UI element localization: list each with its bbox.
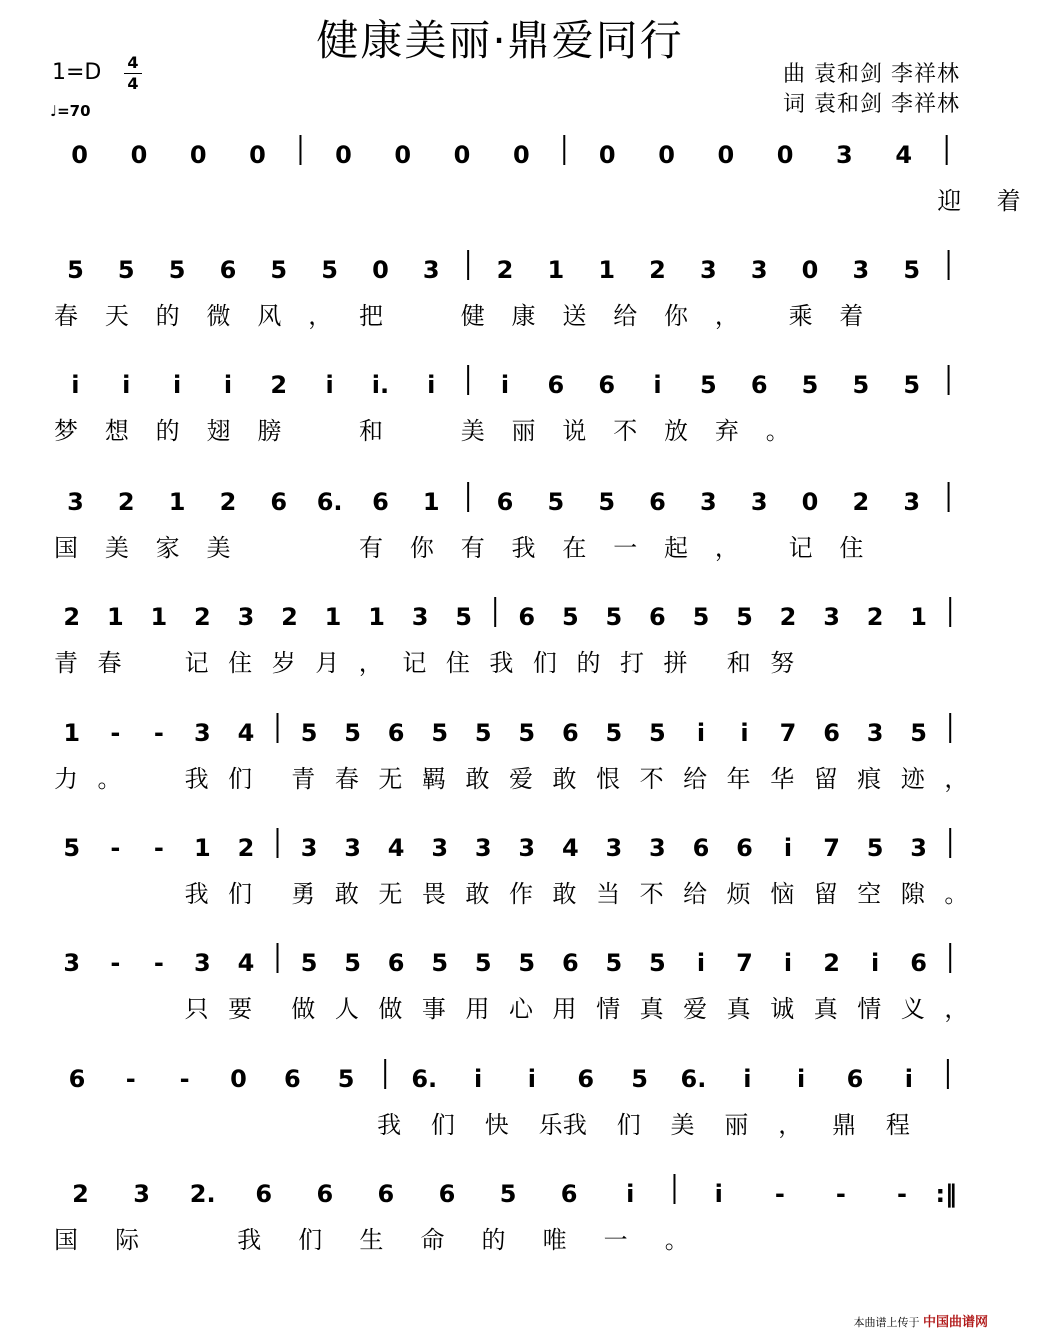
lyric-text: 梦想的翅膀 bbox=[54, 417, 309, 445]
composer-credit: 曲 袁和剑 李祥林 bbox=[783, 62, 960, 87]
note: 2 bbox=[72, 1180, 89, 1208]
note: 5 bbox=[168, 256, 186, 284]
note: 6 bbox=[219, 256, 237, 284]
note: 3 bbox=[910, 834, 927, 862]
footer bbox=[853, 1311, 988, 1330]
footer-text: 本曲谱上传于 bbox=[853, 1316, 920, 1329]
note: 6 bbox=[846, 1065, 864, 1093]
note: i bbox=[653, 371, 662, 399]
note: 6 bbox=[547, 371, 565, 399]
note: 5 bbox=[455, 603, 472, 631]
lyric-text: 迎着 bbox=[937, 187, 1056, 215]
note: 5 bbox=[547, 488, 565, 516]
note: 1 bbox=[324, 603, 342, 631]
note: 3 bbox=[63, 949, 81, 977]
note: 5 bbox=[300, 949, 318, 977]
note: 3 bbox=[194, 949, 211, 977]
note: 2 bbox=[779, 603, 797, 631]
note: i bbox=[740, 719, 749, 747]
note: 3 bbox=[518, 834, 536, 862]
lyric-text: 记住 bbox=[788, 534, 891, 562]
note: i bbox=[527, 1065, 537, 1093]
note: 6 bbox=[560, 1180, 578, 1208]
lyric-text: 记住我们的打拼 bbox=[402, 649, 708, 677]
lyric-text: 青春无羁敢爱敢恨不给年华留痕迹， bbox=[291, 765, 988, 793]
lyric-text: 只要 bbox=[184, 995, 272, 1023]
note: i bbox=[904, 1065, 913, 1093]
note: 5 bbox=[270, 256, 288, 284]
note: 6 bbox=[649, 488, 666, 516]
note: 5 bbox=[605, 603, 623, 631]
lyric-text: 我们快乐 bbox=[377, 1111, 593, 1139]
note: 0 bbox=[776, 141, 794, 169]
lyric-text: 把 bbox=[359, 302, 410, 330]
note: 7 bbox=[736, 949, 753, 977]
footer-brand: 中国曲谱网 bbox=[922, 1315, 988, 1330]
note: i bbox=[172, 371, 182, 399]
note: 0 bbox=[335, 141, 352, 169]
note: 3 bbox=[431, 834, 449, 862]
note: 1 bbox=[368, 603, 385, 631]
note: - bbox=[153, 949, 164, 977]
note: 5 bbox=[736, 603, 753, 631]
note: - bbox=[153, 834, 164, 862]
lyric-text: 鼎程 bbox=[832, 1111, 940, 1139]
note: i bbox=[500, 371, 510, 399]
note: 3 bbox=[836, 141, 853, 169]
note: 3 bbox=[237, 603, 255, 631]
note: 5 bbox=[903, 371, 921, 399]
lyric-text: 春天的微风， bbox=[54, 302, 360, 330]
lyric-text: 美丽说不放弃。 bbox=[460, 417, 817, 445]
note: 1 bbox=[547, 256, 565, 284]
note: 6 bbox=[750, 371, 768, 399]
note: 6 bbox=[736, 834, 753, 862]
lyric-text: 乘着 bbox=[788, 302, 891, 330]
note: 3 bbox=[300, 834, 318, 862]
note: 1 bbox=[150, 603, 168, 631]
note: 2 bbox=[496, 256, 514, 284]
note: 6 bbox=[387, 949, 405, 977]
note: 6 bbox=[283, 1065, 301, 1093]
key-signature: 1=D bbox=[52, 60, 102, 85]
note: 3 bbox=[750, 256, 768, 284]
note: 5 bbox=[605, 949, 623, 977]
note: - bbox=[153, 719, 164, 747]
note: 4 bbox=[561, 834, 579, 862]
note: 3 bbox=[474, 834, 492, 862]
note: 1 bbox=[910, 603, 927, 631]
note: i bbox=[797, 1065, 806, 1093]
note: 5 bbox=[117, 256, 135, 284]
note: 3 bbox=[605, 834, 623, 862]
note: 6 bbox=[438, 1180, 456, 1208]
note: 0 bbox=[130, 141, 148, 169]
note: 3 bbox=[750, 488, 768, 516]
note: i bbox=[783, 834, 793, 862]
note: i bbox=[743, 1065, 752, 1093]
note: 2 bbox=[649, 256, 666, 284]
note: 5 bbox=[518, 949, 536, 977]
note: 3 bbox=[649, 834, 666, 862]
note: 2 bbox=[866, 603, 884, 631]
note: 6. bbox=[411, 1065, 438, 1093]
note: 5 bbox=[344, 949, 361, 977]
note: 2. bbox=[189, 1180, 216, 1208]
note: 5 bbox=[801, 371, 819, 399]
lyric-text: 青春 bbox=[54, 649, 142, 677]
note: - bbox=[125, 1065, 136, 1093]
note: 0 bbox=[372, 256, 389, 284]
song-title: 健康美丽·鼎爱同行 bbox=[316, 16, 684, 65]
note: 5 bbox=[474, 719, 492, 747]
note: 0 bbox=[249, 141, 266, 169]
note: 6 bbox=[255, 1180, 273, 1208]
note: i bbox=[783, 949, 793, 977]
lyric-text: 记住岁月， bbox=[184, 649, 403, 677]
note: - bbox=[179, 1065, 190, 1093]
note: 6 bbox=[561, 949, 579, 977]
note: 1 bbox=[63, 719, 81, 747]
note: 3 bbox=[344, 834, 361, 862]
note: 7 bbox=[823, 834, 840, 862]
note: 1 bbox=[194, 834, 211, 862]
note: 1 bbox=[598, 256, 616, 284]
lyric-text: 我们生命的唯一。 bbox=[237, 1226, 726, 1254]
note: 5 bbox=[63, 834, 81, 862]
lyric-text: 勇敢无畏敢作敢当不给烦恼留空隙。 bbox=[291, 880, 988, 908]
lyric-text: 有你有我在一起， bbox=[359, 534, 766, 562]
note: 5 bbox=[866, 834, 884, 862]
note: 7 bbox=[779, 719, 797, 747]
note: 6 bbox=[649, 603, 666, 631]
note: 5 bbox=[605, 719, 623, 747]
note: 0 bbox=[71, 141, 88, 169]
note: 5 bbox=[337, 1065, 355, 1093]
note: 5 bbox=[300, 719, 318, 747]
note: - bbox=[110, 834, 121, 862]
lyric-text: 我们 bbox=[184, 880, 272, 908]
note: 5 bbox=[598, 488, 616, 516]
note: 0 bbox=[230, 1065, 247, 1093]
note: i bbox=[696, 719, 706, 747]
note: 5 bbox=[692, 603, 710, 631]
lyric-text: 和努 bbox=[726, 649, 814, 677]
note: 1 bbox=[106, 603, 124, 631]
note: 0 bbox=[717, 141, 735, 169]
note: 5 bbox=[561, 603, 579, 631]
note: 5 bbox=[649, 949, 666, 977]
note: 5 bbox=[903, 256, 921, 284]
note: i bbox=[122, 371, 131, 399]
time-signature-bottom: 4 bbox=[127, 74, 139, 93]
note: 4 bbox=[895, 141, 913, 169]
note: 6 bbox=[692, 834, 710, 862]
note: 3 bbox=[194, 719, 211, 747]
note: 2 bbox=[281, 603, 298, 631]
note: i bbox=[714, 1180, 723, 1208]
note: i bbox=[870, 949, 880, 977]
note: 3 bbox=[133, 1180, 150, 1208]
note: 0 bbox=[394, 141, 412, 169]
note: i bbox=[325, 371, 334, 399]
note: 6 bbox=[377, 1180, 395, 1208]
note: 6 bbox=[598, 371, 616, 399]
note: 5 bbox=[910, 719, 927, 747]
note: i bbox=[473, 1065, 483, 1093]
note: 2 bbox=[270, 371, 288, 399]
note: - bbox=[774, 1180, 785, 1208]
note: 0 bbox=[453, 141, 471, 169]
note: 3 bbox=[866, 719, 884, 747]
note: 2 bbox=[117, 488, 135, 516]
note: 6 bbox=[316, 1180, 334, 1208]
note: i. bbox=[371, 371, 390, 399]
note: - bbox=[110, 719, 121, 747]
note: 6. bbox=[680, 1065, 707, 1093]
note: 3 bbox=[700, 256, 717, 284]
note: 2 bbox=[63, 603, 81, 631]
note: 0 bbox=[801, 488, 819, 516]
note: 5 bbox=[431, 719, 449, 747]
note: 1 bbox=[422, 488, 440, 516]
note: 6 bbox=[561, 719, 579, 747]
note: 3 bbox=[700, 488, 717, 516]
note: 6 bbox=[387, 719, 405, 747]
note: 3 bbox=[67, 488, 84, 516]
note: 2 bbox=[852, 488, 870, 516]
note: 5 bbox=[474, 949, 492, 977]
note: - bbox=[896, 1180, 907, 1208]
time-signature-top: 4 bbox=[127, 53, 139, 72]
note: i bbox=[626, 1180, 635, 1208]
note: i bbox=[427, 371, 436, 399]
note: 2 bbox=[823, 949, 840, 977]
note: - bbox=[835, 1180, 846, 1208]
note: 6 bbox=[496, 488, 514, 516]
note: 4 bbox=[237, 949, 255, 977]
note: 3 bbox=[852, 256, 870, 284]
lyric-text: 健康送给你， bbox=[460, 302, 766, 330]
note: 5 bbox=[518, 719, 536, 747]
note: - bbox=[110, 949, 121, 977]
note: 6 bbox=[270, 488, 288, 516]
lyric-text: 我们 bbox=[184, 765, 272, 793]
note: 5 bbox=[67, 256, 84, 284]
note: 5 bbox=[852, 371, 870, 399]
note: 6 bbox=[823, 719, 840, 747]
lyric-text: 国美家美 bbox=[54, 534, 258, 562]
lyric-text: 我们美丽， bbox=[562, 1111, 833, 1139]
repeat-end-barline: :‖ bbox=[935, 1180, 958, 1208]
note: 3 bbox=[422, 256, 440, 284]
note: 6 bbox=[577, 1065, 595, 1093]
note: 5 bbox=[700, 371, 717, 399]
note: i bbox=[71, 371, 80, 399]
note: 0 bbox=[801, 256, 819, 284]
note: 2 bbox=[237, 834, 255, 862]
note: 0 bbox=[512, 141, 530, 169]
note: 2 bbox=[219, 488, 237, 516]
note: 2 bbox=[194, 603, 211, 631]
note: 5 bbox=[321, 256, 338, 284]
lyricist-credit: 词 袁和剑 李祥林 bbox=[783, 92, 960, 117]
note: 1 bbox=[168, 488, 186, 516]
tempo-marking: ♩=70 bbox=[50, 102, 91, 120]
note: 6. bbox=[316, 488, 343, 516]
note: 5 bbox=[649, 719, 666, 747]
note: 6 bbox=[518, 603, 536, 631]
note: 6 bbox=[68, 1065, 86, 1093]
note: 0 bbox=[598, 141, 616, 169]
note: 4 bbox=[237, 719, 255, 747]
note: 5 bbox=[344, 719, 361, 747]
note: i bbox=[223, 371, 233, 399]
note: 0 bbox=[189, 141, 207, 169]
note: 4 bbox=[387, 834, 405, 862]
lyric-text: 国际 bbox=[54, 1226, 177, 1254]
note: 3 bbox=[411, 603, 429, 631]
note: 3 bbox=[903, 488, 921, 516]
note: 6 bbox=[910, 949, 927, 977]
note: 0 bbox=[658, 141, 675, 169]
note: 5 bbox=[431, 949, 449, 977]
note: 5 bbox=[499, 1180, 517, 1208]
note: 6 bbox=[372, 488, 389, 516]
note: 5 bbox=[631, 1065, 648, 1093]
lyric-text: 和 bbox=[359, 417, 410, 445]
note: 3 bbox=[823, 603, 840, 631]
lyric-text: 力。 bbox=[54, 765, 142, 793]
note: i bbox=[696, 949, 706, 977]
lyric-text: 做人做事用心用情真爱真诚真情义， bbox=[291, 995, 988, 1023]
